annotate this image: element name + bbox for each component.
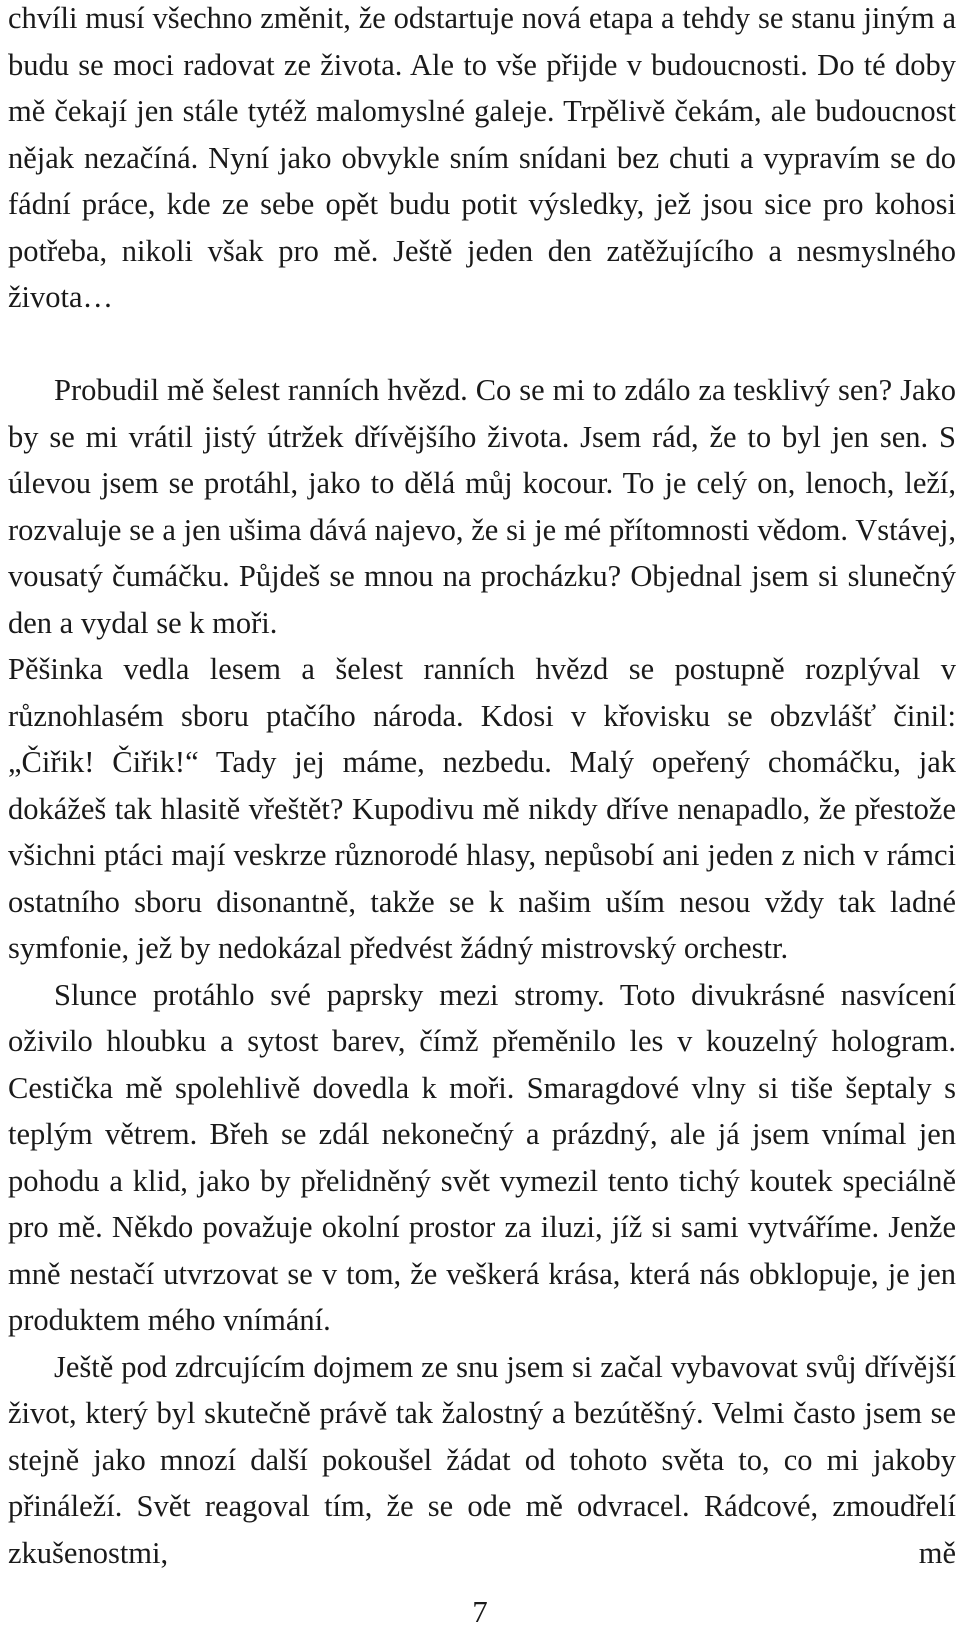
paragraph-spacer bbox=[8, 321, 956, 368]
paragraph-3: Pěšinka vedla lesem a šelest ranních hvězd se postupně rozplýval v různohlasém sboru ptačího národa. Kdosi v křovisku se obzvlášť činil: „Čiřik! Čiřik!“ Tady jej máme, nezbedu. Malý opeřený chomáčku, jak dokážeš tak hlasitě vřeštět? Kupodivu mě nikdy dříve nenapadlo, že přestože všichni ptáci mají veskrze různorodé hlasy, nepůsobí ani jeden z nich v rámci ostatního sboru disonantně, takže se k našim uším nesou vždy tak ladné symfonie, jež by nedokázal předvést žádný mistrovský orchestr. bbox=[8, 652, 956, 965]
paragraph-1: chvíli musí všechno změnit, že odstartuje nová etapa a tehdy se stanu jiným a budu se moci radovat ze života. Ale to vše přijde v budoucnosti. Do té doby mě čekají jen stále tytéž malomyslné galeje. Trpělivě čekám, ale budoucnost nějak nezačíná. Nyní jako obvykle sním snídani bez chuti a vypravím se do fádní práce, kde ze sebe opět budu potit výsledky, jež jsou sice pro kohosi potřeba, nikoli však pro mě. Ještě jeden den zatěžujícího a nesmyslného života… bbox=[8, 1, 956, 314]
body-text bbox=[8, 0, 956, 1576]
page-number: 7 bbox=[472, 1594, 488, 1629]
paragraph-2: Probudil mě šelest ranních hvězd. Co se mi to zdálo za tesklivý sen? Jako by se mi vrátil jistý útržek dřívějšího života. Jsem rád, že to byl jen sen. S úlevou jsem se protáhl, jako to dělá můj kocour. To je celý on, lenoch, leží, rozvaluje se a jen ušima dává najevo, že si je mé přítomnosti vědom. Vstávej, vousatý čumáčku. Půjdeš se mnou na procházku? Objednal jsem si slunečný den a vydal se k moři. bbox=[8, 373, 956, 640]
paragraph-4: Slunce protáhlo své paprsky mezi stromy. Toto divukrásné nasvícení oživilo hloubku a sytost barev, čímž přeměnilo les v kouzelný hologram. Cestička mě spolehlivě dovedla k moři. Smaragdové vlny si tiše šeptaly s teplým větrem. Břeh se zdál nekonečný a prázdný, ale já jsem vnímal jen pohodu a klid, jako by přelidněný svět vymezil tento tichý koutek speciálně pro mě. Někdo považuje okolní prostor za iluzi, jíž si sami vytváříme. Jenže mně nestačí utvrzovat se v tom, že veškerá krása, která nás obklopuje, je jen produktem mého vnímání. bbox=[8, 977, 956, 1337]
paragraph-5: Ještě pod zdrcujícím dojmem ze snu jsem si začal vybavovat svůj dřívější život, který byl skutečně právě tak žalostný a bezútěšný. Velmi často jsem se stejně jako mnozí další pokoušel žádat od tohoto světa to, co mi jakoby přináleží. Svět reagoval tím, že se ode mě odvracel. Rádcové, zmoudřelí zkušenostmi, mě bbox=[8, 1349, 956, 1570]
